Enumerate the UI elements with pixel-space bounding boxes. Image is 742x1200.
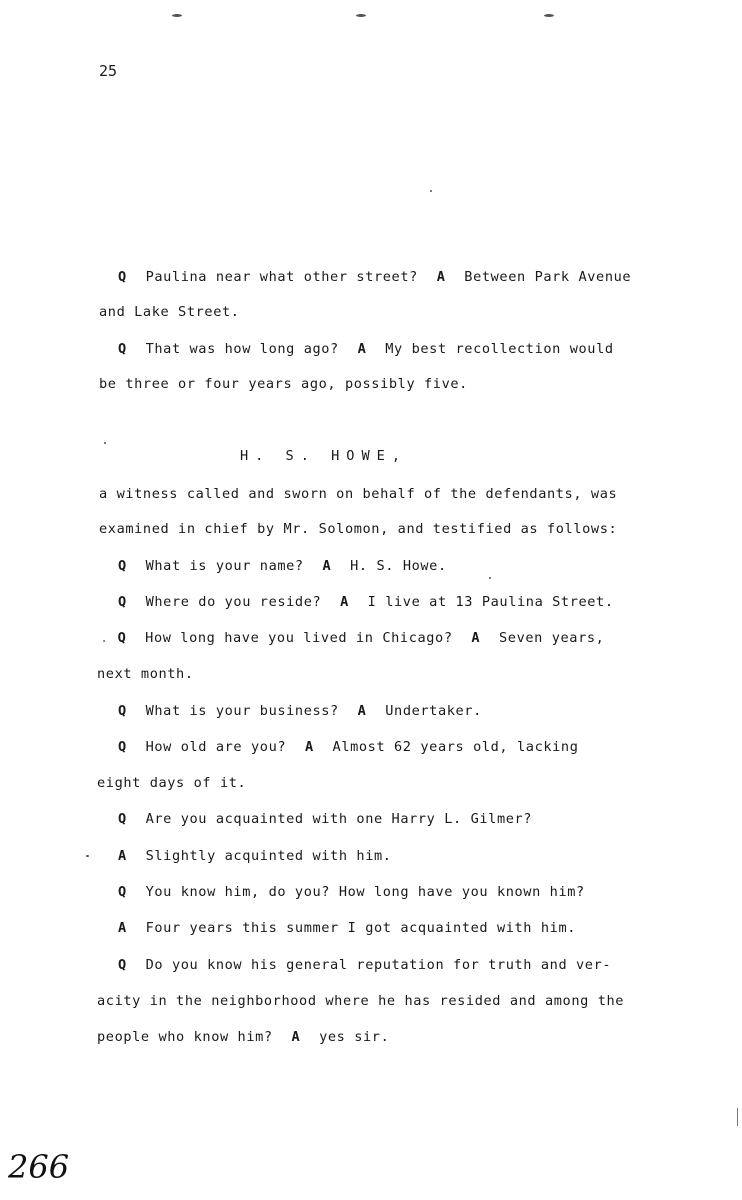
- line-text: That was how long ago?: [145, 341, 339, 357]
- speck-mark: [430, 190, 432, 192]
- transcript-line-14: [118, 810, 532, 828]
- answer-marker: A: [436, 269, 446, 285]
- line-text: and Lake Street.: [99, 304, 240, 320]
- question-marker: Q: [118, 811, 127, 827]
- speck-mark: [86, 855, 89, 857]
- question-marker: Q: [118, 558, 127, 574]
- smudge-mark: [172, 14, 182, 17]
- question-marker: Q: [118, 957, 127, 973]
- answer-text: I live at 13 Paulina Street.: [367, 594, 614, 610]
- smudge-mark: [356, 14, 366, 17]
- transcript-line-12: [118, 738, 579, 756]
- answer-text: H. S. Howe.: [350, 558, 447, 574]
- page-number: 25: [99, 62, 118, 80]
- transcript-line-9: . Q How long have you lived in Chicago? A Seven years,: [100, 630, 605, 646]
- answer-marker: A: [118, 848, 127, 864]
- speck-mark: [489, 577, 491, 579]
- line-text: examined in chief by Mr. Solomon, and testified as follows:: [99, 521, 618, 537]
- transcript-line-8: [118, 593, 614, 611]
- answer-marker: A: [118, 920, 127, 936]
- transcript-line-20: [97, 1028, 389, 1046]
- line-text: eight days of it.: [97, 775, 247, 791]
- transcript-line-16: [118, 883, 585, 901]
- transcript-line-17: [118, 919, 576, 937]
- answer-text: Undertaker.: [385, 703, 482, 719]
- line-text: What is your name?: [145, 558, 304, 574]
- transcript-line-11: [118, 702, 482, 720]
- transcript-line-2: [99, 303, 240, 321]
- transcript-line-19: [97, 992, 624, 1010]
- question-marker: Q: [118, 739, 127, 755]
- handwritten-page-number: 266: [8, 1148, 70, 1186]
- transcript-line-5: [99, 485, 617, 503]
- answer-marker: A: [340, 594, 349, 610]
- line-text: a witness called and sworn on behalf of the defendants, was: [99, 486, 618, 502]
- line-text: people who know him?: [97, 1029, 273, 1045]
- line-text: What is your business?: [145, 703, 339, 719]
- question-marker: Q: [117, 630, 127, 646]
- answer-marker: A: [322, 558, 332, 574]
- transcript-line-15: [118, 847, 392, 865]
- transcript-line-7: [118, 557, 447, 575]
- answer-marker: A: [471, 630, 481, 646]
- smudge-mark: [544, 14, 554, 17]
- witness-heading: H. S. HOWE,: [240, 448, 408, 464]
- transcript-line-1: [118, 268, 631, 286]
- line-text: How long have you lived in Chicago?: [145, 630, 453, 646]
- transcript-line-10: [97, 665, 194, 683]
- transcript-line-3: [118, 340, 614, 358]
- transcript-line-6: [99, 520, 617, 538]
- line-text: You know him, do you? How long have you known him?: [145, 884, 585, 900]
- question-marker: Q: [118, 341, 127, 357]
- line-text: Are you acquainted with one Harry L. Gilmer?: [145, 811, 533, 827]
- edge-mark: [737, 1108, 738, 1126]
- question-marker: Q: [118, 703, 127, 719]
- answer-text: Almost 62 years old, lacking: [332, 739, 579, 755]
- answer-text: Seven years,: [499, 630, 605, 646]
- transcript-line-13: [97, 774, 246, 792]
- line-text: acity in the neighborhood where he has resided and among the: [97, 993, 625, 1009]
- transcript-line-18: [118, 956, 611, 974]
- question-marker: Q: [118, 884, 127, 900]
- answer-text: yes sir.: [319, 1029, 390, 1045]
- answer-marker: A: [304, 739, 314, 755]
- speck-mark: [104, 442, 106, 444]
- transcript-line-4: [99, 375, 468, 393]
- line-text: Paulina near what other street?: [145, 269, 418, 285]
- line-text: next month.: [97, 666, 194, 682]
- answer-marker: A: [357, 341, 367, 357]
- answer-text: My best recollection would: [385, 341, 614, 357]
- line-text: Slightly acquinted with him.: [145, 848, 392, 864]
- line-text: Four years this summer I got acquainted with him.: [145, 920, 577, 936]
- line-text: Do you know his general reputation for truth and ver-: [145, 957, 612, 973]
- line-text: How old are you?: [145, 739, 287, 755]
- answer-marker: A: [357, 703, 367, 719]
- answer-marker: A: [291, 1029, 301, 1045]
- question-marker: Q: [118, 594, 127, 610]
- answer-text: Between Park Avenue: [464, 269, 632, 285]
- line-text: be three or four years ago, possibly five.: [99, 376, 468, 392]
- line-text: Where do you reside?: [145, 594, 322, 610]
- question-marker: Q: [118, 269, 127, 285]
